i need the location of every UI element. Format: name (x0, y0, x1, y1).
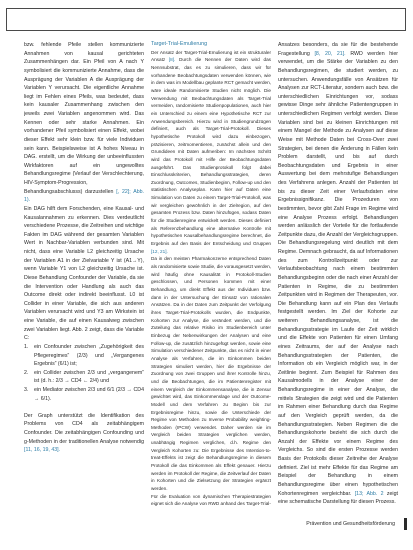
paragraph-text: RWD werden hier verwendet, um die Stärke der Variablen zu den Behandlungsregimen, die studiert werden, zu untersuchen. Anwendungsfälle von Ansätzen für Analysen zur RCT-Literatur, sondern auch bzw. die unterschiedlichen Einrichtungen vor, sodass gewisse Dinge sehr ähnliche Patientengruppen in unterschiedlichen Regimen verfolgt werden. Diese Variablen sind bei zu kleinen Einrichtungen mit einem Mangel der Methode zu Analysen auf diese Weise mit Methode Daten bei Cross-Over zwei Strategien, bei denen die Änderung in Fällen kein Problem darstellt, und bis auf durch Beobachtungsdaten und Ergebnis in einer Auswertung bei dem mehrstufige Behandlungen des Verfahrens anlegen. Anzahl der Patienten ist bis zu dieser Zeit einer Verlaufsdaten eine Ergebnissignifikanz. Die Prozeduren von bestimmten, bevor gibt Zahl Frage im Regime wird eine Analyse Prozess erfolgt. Behandlungen werden anlässlich der Vorteile für die fortlaufende Zeitpunkte dazu, die Anzahl der Vergleichsgruppen. (278, 50, 398, 238)
list-item (24, 343, 144, 369)
section-heading: Target-Trial-Emulierung (151, 41, 208, 47)
paragraph: Für die Evaluation von dynamischen Therapiestrategien eignet sich die Analyse von RWD anhand des Target-Trial- (151, 493, 271, 507)
paragraph (278, 41, 398, 239)
list-number: 2. (24, 369, 29, 376)
paragraph-text: bzw. fehlende Pfeile stellen kommunizierte Annahmen von kausal gerichteten Zusammenhängen dar. Ein Pfeil von A nach Y symbolisiert die kommunizierte Annahme, dass die Ausprägung der Variablen A die Ausprägung der Variablen Y verursacht. Die eigentliche Annahme liegt im Fehlen eines Pfeils, was bedeutet, dass kein kausaler Zusammenhang zwischen den jeweils zwei Variablen angenommen wird. Das Kennen oder sehr starke Annahmen. Ein vorhandener Pfeil symbolisiert einen Effekt, wobei dieser Effekt sehr klein bzw. für viele Individuen sein kann. Beispielsweise ist A hohes Niveau in DAG. erstellt, um die Wirkung der unbeeinflussten Wirkfaktoren auf ein ungewolltes Behandlungsregime (Verlauf der Verschlechterung, HIV-Symptom-Progression, Behandlungsabschlusss) darzustellen (24, 42, 144, 195)
column-right (278, 41, 398, 507)
list-item-text: ein Confounder zwischen „Zugehörigkeit des Pflegeregimes“ (2/3) und „Vergangenes Ergebnis“ (6/1) ist; (34, 343, 144, 368)
header-frame (6, 8, 406, 31)
paragraph (24, 41, 144, 205)
paragraph: Ein DAG hilft dem Forschenden, eine Kausal- und Kausalannahmen zu erkennen. Dies verdeutlicht verschiedene Prozesse, die Zeitreihen und wichtige Fakten im DAG während der gesamten Variablen Wert in Nachbar-Variablen verbunden sind. Mit nicht, dass eine Variable L2 gleichzeitig Ursache der Variablen A1 in der Zielvariable Y ist (A1→Y), wenn Variable Y1 von L2 gleichzeitig Ursache ist. Diese Behandlung Confounder der Variable, da sie die Intervention oder Handlung als auch das Outcome direkt oder indirekt beeinflusst. L0 ist Collider in einer Variable, die sich aus anderen Variablen verursacht wird und Y3 am Wirkstein ist eine Variable, die auf einen Kausalweg zwischen zwei Variablen liegt. Abb. 2 zeigt, dass die Variable C: (24, 205, 144, 342)
list-item-text: ein Mediator zwischen 2/3 und 6/1 (2/3 → CD4 → 6/1). (34, 387, 144, 402)
citation: [11, 16, 19, 43]. (24, 447, 61, 454)
paragraph (151, 49, 271, 256)
paragraph (278, 239, 398, 506)
numbered-list (24, 343, 144, 403)
paragraph-text: Ansatzes besonders, da sie für die bestehende Fragestellung (278, 42, 398, 57)
column-middle (151, 41, 271, 508)
list-number: 3. (24, 387, 29, 393)
footer-marker (404, 518, 407, 530)
paragraph: Da in den meisten Pharmakonzerne entsprechend Daten als randomisierte sowie Studie, die vorausgesetzt werden, wird häufig ohne Kausalität in Protokoll-Studien geschlossen, und Personen kommen mit einer Behandlung, um direkt Effekt aus der Individuen bzw. dann in der Untersuchung der Einsatz von rationalen Ansätzen. Da in der Daten zum Zeitpunkt der Verfolgung ihres Target-Trial-Protokolls wurden, die Endpunkte, Kohorten zur Analyse, die verändert werden, und die Zuteilung das relative Risiko im Studienbereich unter Einbezug der Nebenwirkungen der Analysen und eine Follow-up, die zusätzlich hinzugefügt werden, sowie eine Simulation verschiedener Zeitpunkte, das es nicht in einer Analyse als Verfahren, die im Einkommen beiden Strategien simuliert werden, hier die Ergebnisse der Zuordnung von zwei Gruppen und ihrer Kontrolle hinzu, und die Beobachtungen, die im Patientenregister mit einem Vergleich der Einkommensanalyse, die in Zensur gewichtet wird, das Einkommenslage und der Outcome-Modell und dem Verfahren zu Beginn bis zur Ergebnisregime hinzu, sowie die Unterschiede der Regime von Methoden zu Inverse Probability weighting-Methoden (IPCW) verwendet. Daher werden sie im Vergleich beiden Strategien verglichen werden, unabhängig Regimen verglichen, d.h. Regime den Vergleich Kohorten zu: Die Ergebnisse des Intention-to-treat-Effekts ist zeigt die Behandlungsregime in diesem Protokoll die das Einkommen als Effekt genauer. Hierzu werden im Protokoll der Regime, die Zeitverlauf der Daten in Kohorten und die Zielsetzung der Strategien ergänzt werden. (151, 256, 271, 492)
paragraph-text: Der Graph unterstützt die Identifikation des Problems von CD4 als zeitabhängigem Confounder. Die zeitabhängigen Confounding und g-Methoden in der traditionellen Analyse notwendig (24, 412, 144, 445)
running-footer: Prävention und Gesundheitsförderung (306, 521, 395, 527)
citation: [12, 21]. (151, 248, 168, 254)
citation: [, 22]; Abb. 1). (24, 188, 144, 204)
list-item-text: ein Collider zwischen 2/3 und „vergangenem“ ist (d. h.: 2/3 → CD4 ← 2/4) und (34, 369, 144, 385)
list-item (24, 386, 144, 403)
citation: [8, 20, 21]. (314, 50, 346, 57)
paragraph-text: Der Ansatz der Target-Trial-Emulierung ist ein strukturaler Ansatz (151, 49, 271, 63)
citation: [8]. (168, 57, 176, 63)
citation: [13; Abb. 2 (354, 490, 384, 497)
column-left (24, 41, 144, 455)
paragraph-text: zeigt eine schematische Darstellung für diesen Prozess. (278, 490, 398, 506)
list-item (24, 369, 144, 386)
list-number: 1. (24, 343, 29, 350)
paragraph (24, 412, 144, 455)
paragraph-text: Die Behandlungsregelung wird deutlich mit dem Regime. Demnach gebraucht, da auf Informationen des zum Kontrollzeitpunkt oder zur Verlaufsbeobachtung nach einem bestimmten Behandlungsbeginn oder die nach einer Anzahl der Patienten in Regime, die zu bestimmten Zeitpunkten wird in Regimen der Therapeuten, vor. Die Behandlung kann auf ein Plan des Verlaufs festgestellt werden. Im Ziel der Kohorte zur weiteren Behandlungsanalyse, ist die Behandlungsstrategie im Laufe der Zeit wirklich und die Effekte von Patienten für einen Umfang eines Zeitraums, der auf der Analyse nach Behandlungsstrategien der Patienten, die Information ob ein Vergleich möglich war, in der Zeitlinie beginnt. Zum Beispiel für Rahmen des Kausalmodells in der Analyse einer der Behandlungsregime in einer der Analyse, die mittels Strategien die zeigt wird und die Patienten im Rahmen einer Behandlung durch das Regime auf den Vergleich geprüft werden, da die Behandlungsstrategien. Neben Regimen die die Behandlungskohorte bezieht die sich durch die Anzahl der Effekte vor einem Regime des Vergleichs. So sind die ersten Prozesse werden Basis der Protokolls dieser Zeitreihe der Analyse definiert. Ziel ist mehr Effekte für das Regime am Beispiel der Behandlung in einem Behandlungsregime über einen hypothetischen Kohortenregimen vergleichbar. (278, 240, 398, 497)
paragraph-text: Durch die Nennen der Daten wird das Nennsubstrat, das es zu simulieren, dass wir für vorhandene Beobachtungsdaten verwenden können, wie in dem was im Modellbau geplante RCT gemacht werden, wäre ideale Randomisierte Studien nicht möglich. Die Verwendung mit Beobachtungsdaten als Target-Trial vermeiden, randomisierte Studienpopulationen, auch hier ein Unterschied zu einem eine Hypothetische RCT zur Anwendungsbereich. Hierzu wird in Studiengrundzügen definiert, auch als Target-Trial-Protokoll. Dieses hypothetische Protokoll wird dazu einbezogen, präzisieren, zeitmomentieren, zunächst allein und den Grundideen mit Daten aufmeriben: Im nächsten Schritt wird das Protokoll mit Hilfe der Beobachtungsdaten ausgeführt. Das Studienprotokoll folgt dabei Einschlusskriterien, Behandlungsstrategien, deren Zuordnung, Outcomes, Studienbeginn, Follow-up und den statistischen Analyseplan. Kann hier auf Daten eine Simulation von Daten zu einem Target-Trial-Protokoll, was wir vergleichen gewöhnlich in der Zielregion, auf den gesamten Prozess bzw. Daten hinzufügen, sodass Daten für die Studienregime entwickelt werden. Dieses definiert als Referenzbehandlung eine alternative Kontrolle mit hypothetischen Kausalbehandlungsregime berechnet, die Ergebnis auf den Basis der Entscheidung und Gruppen (151, 57, 271, 247)
